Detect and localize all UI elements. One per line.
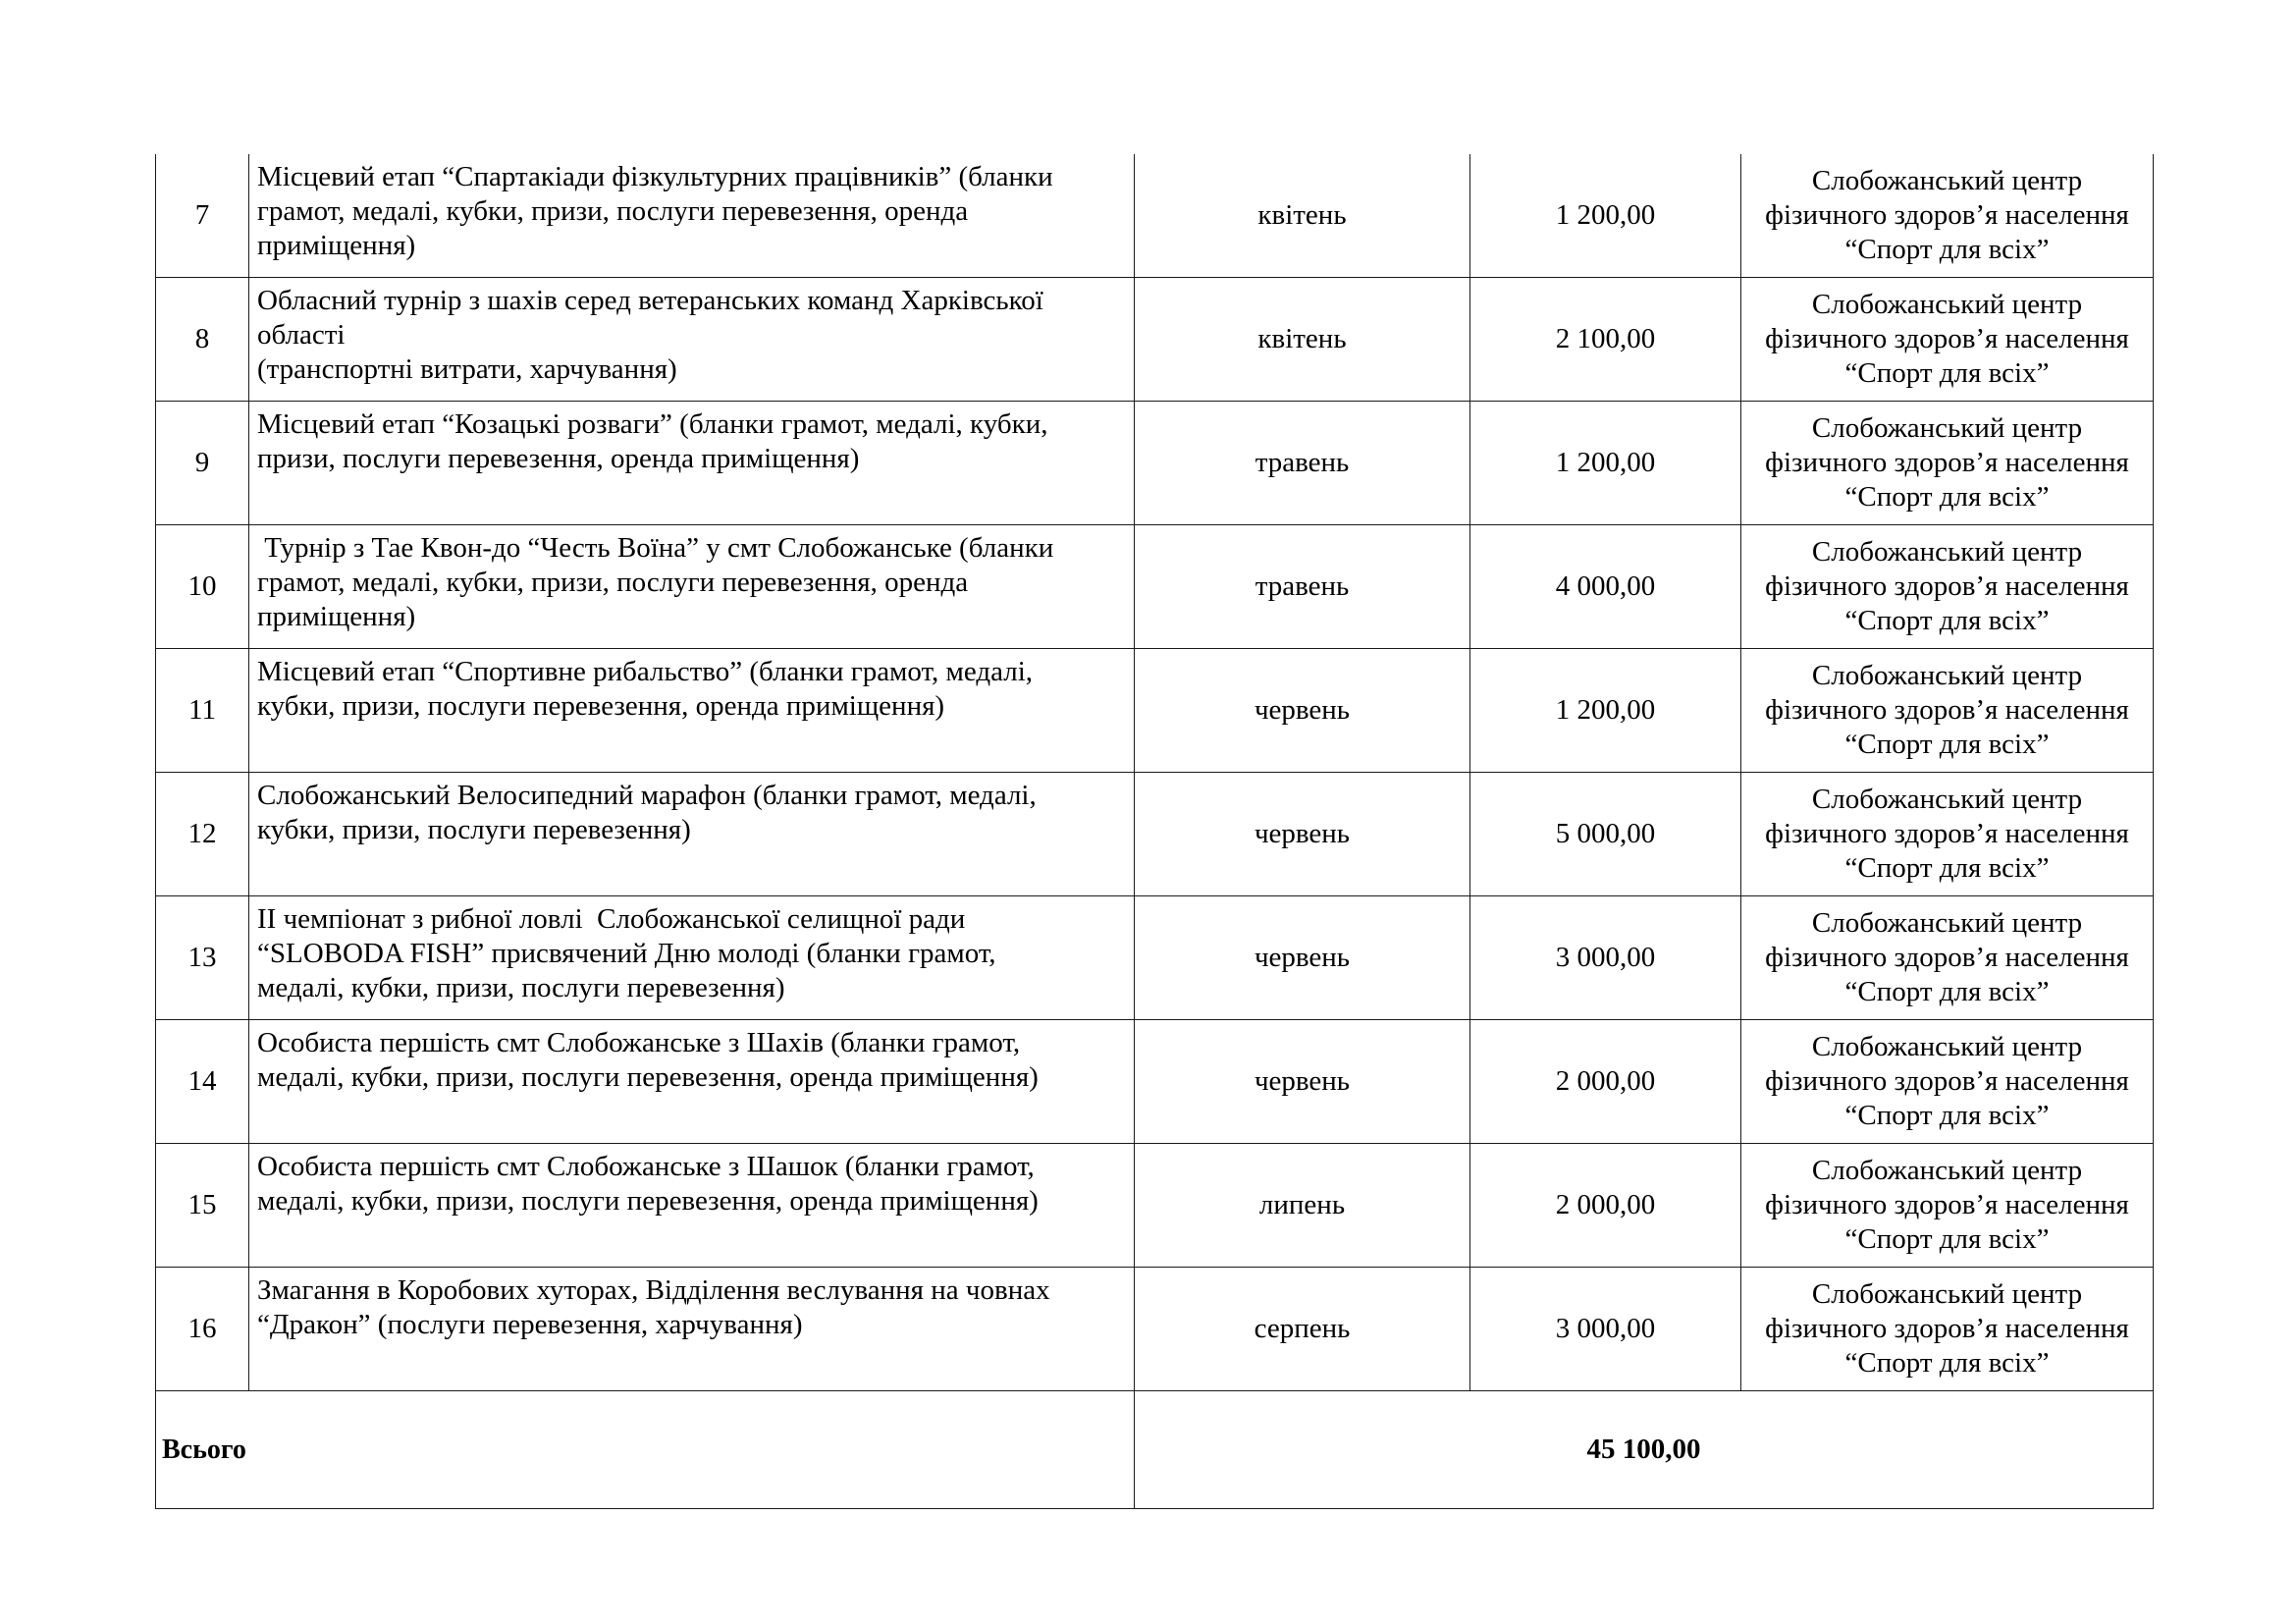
event-executor [1741,402,2154,525]
table-row [156,402,2154,525]
event-amount: 5 000,00 [1470,773,1741,896]
events-budget-table [155,154,2154,1509]
event-executor [1741,773,2154,896]
event-amount: 1 200,00 [1470,649,1741,773]
row-number: 10 [156,525,249,649]
event-executor [1741,525,2154,649]
row-number: 13 [156,896,249,1020]
row-number: 9 [156,402,249,525]
event-amount: 2 000,00 [1470,1020,1741,1144]
event-description-line: Місцевий етап “Спортивне рибальство” (бланки грамот, медалі, [257,656,1034,687]
event-executor [1741,278,2154,402]
event-executor-line: “Спорт для всіх” [1844,1100,2050,1131]
event-executor [1741,1020,2154,1144]
row-number: 14 [156,1020,249,1144]
event-executor-line: фізичного здоров’я населення [1765,199,2129,231]
table-row [156,1144,2154,1268]
event-description [249,402,1135,525]
event-description-line: кубки, призи, послуги перевезення) [257,814,691,845]
event-description-line: Місцевий етап “Козацькі розваги” (бланки грамот, медалі, кубки, [257,408,1048,440]
event-description-line: Слобожанський Велосипедний марафон (бланки грамот, медалі, [257,780,1037,811]
event-executor-line: “Спорт для всіх” [1844,357,2050,389]
row-number: 8 [156,278,249,402]
table-row [156,649,2154,773]
event-description [249,1144,1135,1268]
event-executor [1741,649,2154,773]
event-amount: 3 000,00 [1470,1268,1741,1391]
event-description-line: Змагання в Коробових хуторах, Відділення веслування на човнах [257,1274,1050,1306]
event-executor-line: фізичного здоров’я населення [1765,447,2129,478]
event-executor [1741,896,2154,1020]
event-description-line: призи, послуги перевезення, оренда приміщення) [257,443,860,474]
event-executor-line: Слобожанський центр [1811,784,2083,815]
event-executor [1741,1144,2154,1268]
event-month: квітень [1135,154,1470,278]
event-description-line: ІІ чемпіонат з рибної ловлі Слобожанської селищної ради [257,903,966,935]
event-executor-line: Слобожанський центр [1811,536,2083,568]
event-amount: 4 000,00 [1470,525,1741,649]
table-row [156,1020,2154,1144]
event-month: червень [1135,1020,1470,1144]
event-executor-line: фізичного здоров’я населення [1765,1065,2129,1097]
event-amount: 3 000,00 [1470,896,1741,1020]
event-executor-line: “Спорт для всіх” [1844,729,2050,760]
event-executor-line: Слобожанський центр [1811,412,2083,444]
event-description-line: Особиста першість смт Слобожанське з Шахів (бланки грамот, [257,1027,1021,1058]
event-executor-line: “Спорт для всіх” [1844,605,2050,636]
event-description-line: грамот, медалі, кубки, призи, послуги перевезення, оренда [257,195,969,227]
event-executor-line: фізичного здоров’я населення [1765,1189,2129,1220]
event-description-line: Обласний турнір з шахів серед ветеранських команд Харківської [257,285,1043,316]
event-month: червень [1135,896,1470,1020]
event-description-line: медалі, кубки, призи, послуги перевезення, оренда приміщення) [257,1185,1039,1217]
event-description [249,278,1135,402]
event-description [249,649,1135,773]
event-description-line: кубки, призи, послуги перевезення, оренда приміщення) [257,690,945,722]
total-value: 45 100,00 [1135,1391,2154,1509]
event-executor-line: Слобожанський центр [1811,660,2083,691]
event-executor-line: Слобожанський центр [1811,1031,2083,1062]
event-executor-line: фізичного здоров’я населення [1765,570,2129,602]
event-description-line: приміщення) [257,230,416,261]
event-description-line: приміщення) [257,601,416,632]
event-description [249,773,1135,896]
event-description-line: медалі, кубки, призи, послуги перевезення) [257,972,785,1003]
event-description-line: “Дракон” (послуги перевезення, харчування) [257,1309,803,1340]
event-executor-line: “Спорт для всіх” [1844,234,2050,265]
table-row [156,773,2154,896]
total-row [156,1391,2154,1509]
event-month: червень [1135,773,1470,896]
table-body [156,154,2154,1509]
event-executor-line: “Спорт для всіх” [1844,852,2050,884]
event-amount: 2 100,00 [1470,278,1741,402]
event-description [249,1268,1135,1391]
row-number: 12 [156,773,249,896]
event-month: травень [1135,525,1470,649]
event-amount: 1 200,00 [1470,154,1741,278]
event-executor-line: фізичного здоров’я населення [1765,818,2129,849]
table-row [156,525,2154,649]
event-executor-line: Слобожанський центр [1811,1155,2083,1186]
event-description-line: області [257,319,346,351]
event-executor-line: “Спорт для всіх” [1844,1347,2050,1379]
event-executor-line: “Спорт для всіх” [1844,481,2050,513]
row-number: 7 [156,154,249,278]
event-description-line: Особиста першість смт Слобожанське з Шашок (бланки грамот, [257,1151,1035,1182]
event-executor-line: фізичного здоров’я населення [1765,694,2129,726]
total-label: Всього [156,1391,1135,1509]
event-executor-line: “Спорт для всіх” [1844,1223,2050,1255]
row-number: 16 [156,1268,249,1391]
event-month: червень [1135,649,1470,773]
row-number: 11 [156,649,249,773]
event-description [249,154,1135,278]
event-executor-line: Слобожанський центр [1811,289,2083,320]
event-description [249,896,1135,1020]
table-row [156,896,2154,1020]
event-month: липень [1135,1144,1470,1268]
event-description-line: Місцевий етап “Спартакіади фізкультурних працівників” (бланки [257,161,1053,192]
event-description-line: Турнір з Тае Квон-до “Честь Воїна” у смт Слобожанське (бланки [257,532,1054,564]
event-month: серпень [1135,1268,1470,1391]
event-executor-line: Слобожанський центр [1811,907,2083,939]
event-executor [1741,154,2154,278]
table-row [156,278,2154,402]
event-description-line: грамот, медалі, кубки, призи, послуги перевезення, оренда [257,567,969,598]
event-amount: 1 200,00 [1470,402,1741,525]
event-description [249,1020,1135,1144]
event-executor-line: “Спорт для всіх” [1844,976,2050,1007]
row-number: 15 [156,1144,249,1268]
event-executor-line: фізичного здоров’я населення [1765,323,2129,354]
event-executor-line: фізичного здоров’я населення [1765,942,2129,973]
event-executor-line: Слобожанський центр [1811,1278,2083,1310]
event-executor [1741,1268,2154,1391]
event-description-line: “SLOBODA FISH” присвячений Дню молоді (бланки грамот, [257,938,996,969]
table-row [156,1268,2154,1391]
event-description-line: (транспортні витрати, харчування) [257,353,677,385]
event-description [249,525,1135,649]
event-executor-line: фізичного здоров’я населення [1765,1313,2129,1344]
event-amount: 2 000,00 [1470,1144,1741,1268]
event-month: травень [1135,402,1470,525]
table-row [156,154,2154,278]
event-month: квітень [1135,278,1470,402]
event-executor-line: Слобожанський центр [1811,165,2083,196]
event-description-line: медалі, кубки, призи, послуги перевезення, оренда приміщення) [257,1061,1039,1093]
